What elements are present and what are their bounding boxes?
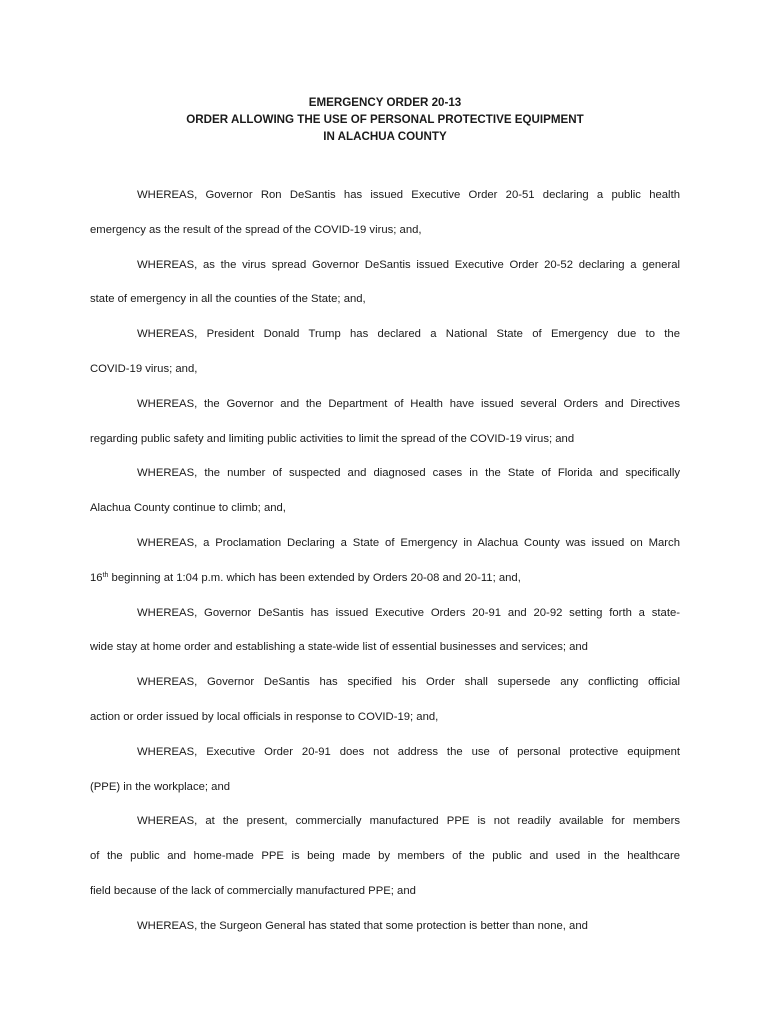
paragraph-line: (PPE) in the workplace; and [90,780,231,793]
title-order-subject: ORDER ALLOWING THE USE OF PERSONAL PROTECTIVE EQUIPMENT [186,113,584,126]
paragraph-line: WHEREAS, the Surgeon General has stated that some protection is better than none, and [137,919,588,932]
paragraph-line [90,561,680,596]
paragraph-line: WHEREAS, as the virus spread Governor DeSantis issued Executive Order 20-52 declaring a general [137,258,680,271]
paragraph-line: WHEREAS, a Proclamation Declaring a State of Emergency in Alachua County was issued on March [137,536,680,549]
title-county: IN ALACHUA COUNTY [323,130,447,143]
paragraph-line: COVID-19 virus; and, [90,362,198,375]
paragraph-line: regarding public safety and limiting public activities to limit the spread of the COVID-19 virus; and [90,432,575,445]
paragraph-line: field because of the lack of commercially manufactured PPE; and [90,884,416,897]
paragraph-line: WHEREAS, the number of suspected and diagnosed cases in the State of Florida and specifically [137,467,680,480]
title-order-number: EMERGENCY ORDER 20-13 [308,96,462,109]
paragraph-line: WHEREAS, Governor DeSantis has specified his Order shall supersede any conflicting official [137,676,680,689]
paragraph-line: of the public and home-made PPE is being made by members of the public and used in the healthcare [90,850,680,863]
paragraph-line: WHEREAS, Governor Ron DeSantis has issued Executive Order 20-51 declaring a public health [137,189,680,201]
date-ordinal-suffix: th [102,571,109,579]
paragraph-line: WHEREAS, at the present, commercially manufactured PPE is not readily available for members [137,815,680,828]
date-day: 16 [90,571,103,584]
paragraph-line: WHEREAS, President Donald Trump has declared a National State of Emergency due to the [137,328,680,341]
paragraph-line: emergency as the result of the spread of the COVID-19 virus; and, [90,223,422,236]
paragraph-line: Alachua County continue to climb; and, [90,502,286,515]
paragraph-line: wide stay at home order and establishing a state-wide list of essential businesses and services; and [90,641,588,654]
paragraph-line: WHEREAS, the Governor and the Department of Health have issued several Orders and Directives [137,397,680,410]
paragraph-line: WHEREAS, Executive Order 20-91 does not address the use of personal protective equipment [137,745,680,758]
date-line-rest: beginning at 1:04 p.m. which has been extended by Orders 20-08 and 20-11; and, [108,571,521,584]
paragraph-line: state of emergency in all the counties of the State; and, [90,293,366,306]
document-body [90,178,680,944]
document-title [0,94,770,145]
paragraph-line: action or order issued by local officials in response to COVID-19; and, [90,710,439,723]
paragraph-line: WHEREAS, Governor DeSantis has issued Executive Orders 20-91 and 20-92 setting forth a state- [137,606,680,619]
